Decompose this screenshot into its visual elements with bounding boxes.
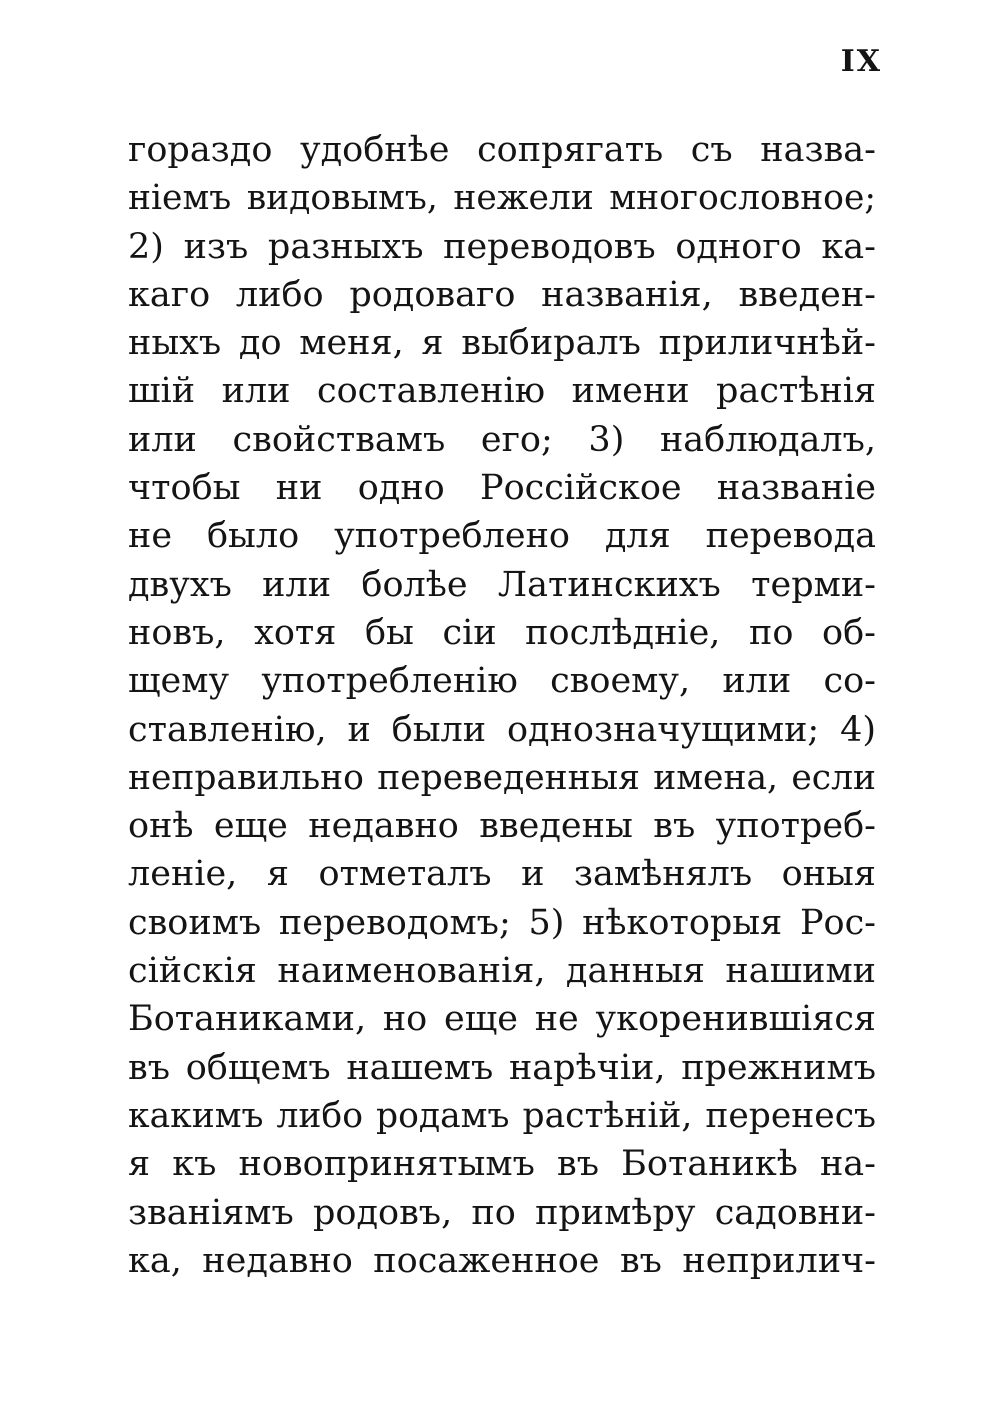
text-line: щему употребленію своему, или со- [128,661,876,702]
text-line: ка, недавно посаженное въ неприлич- [128,1240,876,1281]
text-line: ставленію, и были однозначущими; 4) [128,709,876,750]
text-line: леніе, я отметалъ и замѣнялъ оныя [128,854,876,895]
body-text [128,126,876,1285]
text-line: новъ, хотя бы сіи послѣдніе, по об- [128,612,876,653]
text-line: въ общемъ нашемъ нарѣчіи, прежнимъ [128,1047,876,1088]
text-line: какимъ либо родамъ растѣній, перенесъ [128,1095,876,1136]
text-line: ныхъ до меня, я выбиралъ приличнѣй- [128,323,876,364]
text-line: своимъ переводомъ; 5) нѣкоторыя Рос- [128,902,876,943]
text-line: онѣ еще недавно введены въ употреб- [128,806,876,847]
text-line: или свойствамъ его; 3) наблюдалъ, [128,419,876,460]
text-line: Ботаниками, но еще не укоренившіяся [128,999,876,1040]
text-line: сійскія наименованія, данныя нашими [128,951,876,992]
text-line: шій или составленію имени растѣнія [128,371,876,412]
text-line: чтобы ни одно Россійское названіе [128,468,876,509]
text-line: 2) изъ разныхъ переводовъ одного ка- [128,226,876,267]
text-line: гораздо удобнѣе сопрягать съ назва- [128,130,876,170]
text-line: я къ новопринятымъ въ Ботаникѣ на- [128,1144,876,1185]
text-line: каго либо родоваго названія, введен- [128,274,876,315]
text-line: не было употреблено для перевода [128,516,876,557]
text-line: двухъ или болѣе Латинскихъ терми- [128,564,876,605]
text-line: званіямъ родовъ, по примѣру садовни- [128,1192,876,1233]
text-line: неправильно переведенныя имена, если [128,757,876,798]
text-line: ніемъ видовымъ, нежели многословное; [128,178,876,219]
page-number: IX [840,44,882,79]
